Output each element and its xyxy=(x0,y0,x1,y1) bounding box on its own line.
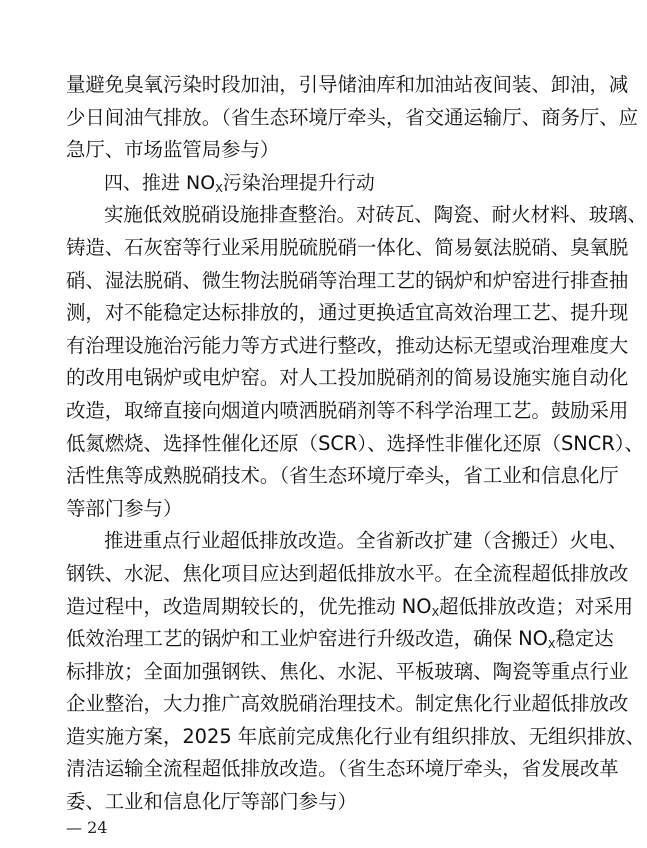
text-line: 测，对不能稳定达标排放的，通过更换适宜高效治理工艺、提升现 xyxy=(66,301,629,325)
text-line: 量避免臭氧污染时段加油，引导储油库和加油站夜间装、卸油，减 xyxy=(66,73,629,96)
text-line xyxy=(66,627,614,651)
text-line: 标排放；全面加强钢铁、焦化、水泥、平板玻璃、陶瓷等重点行业 xyxy=(66,659,629,683)
text-segment: 低效治理工艺的锅炉和工业炉窑进行升级改造，确保 NO xyxy=(66,627,548,650)
page-number: — 24 xyxy=(66,818,108,837)
heading-prefix: 四、推进 NO xyxy=(104,171,216,194)
heading-subscript: X xyxy=(215,181,223,195)
text-segment: 超低排放改造；对采用 xyxy=(439,594,634,618)
section-heading xyxy=(104,171,375,195)
text-line: 少日间油气排放。（省生态环境厅牵头，省交通运输厅、商务厅、应 xyxy=(66,105,639,129)
text-line: 钢铁、水泥、焦化项目应达到超低排放水平。在全流程超低排放改 xyxy=(66,561,629,585)
text-segment: 稳定达 xyxy=(555,627,614,650)
paragraph-first-line: 推进重点行业超低排放改造。全省新改扩建（含搬迁）火电、 xyxy=(104,529,628,553)
text-line: 企业整治，大力推广高效脱硝治理技术。制定焦化行业超低排放改 xyxy=(66,692,629,716)
text-line: 急厅、市场监管局参与） xyxy=(66,138,280,162)
subscript: X xyxy=(431,605,440,619)
text-line: 铸造、石灰窑等行业采用脱硫脱硝一体化、简易氨法脱硝、臭氧脱 xyxy=(66,236,629,259)
text-line: 造实施方案，2025 年底前完成焦化行业有组织排放、无组织排放、 xyxy=(66,724,646,748)
text-line: 等部门参与） xyxy=(66,496,183,520)
text-line: 委、工业和信息化厅等部门参与） xyxy=(66,790,357,813)
text-line: 活性焦等成熟脱硝技术。（省生态环境厅牵头，省工业和信息化厅 xyxy=(66,464,619,488)
text-line: 硝、湿法脱硝、微生物法脱硝等治理工艺的锅炉和炉窑进行排查抽 xyxy=(66,268,629,292)
subscript: X xyxy=(547,638,556,651)
text-line: 的改用电锅炉或电炉窑。对人工投加脱硝剂的简易设施实施自动化 xyxy=(66,366,629,390)
text-line: 改造，取缔直接向烟道内喷洒脱硝剂等不科学治理工艺。鼓励采用 xyxy=(66,398,629,422)
text-line: 有治理设施治污能力等方式进行整改，推动达标无望或治理难度大 xyxy=(66,333,629,357)
text-line: 清洁运输全流程超低排放改造。（省生态环境厅牵头，省发展改革 xyxy=(66,757,619,781)
text-line: 低氮燃烧、选择性催化还原（SCR）、选择性非催化还原（SNCR）、 xyxy=(66,431,644,455)
paragraph-first-line: 实施低效脱硝设施排查整治。对砖瓦、陶瓷、耐火材料、玻璃、 xyxy=(104,203,647,227)
text-line xyxy=(66,595,633,619)
text-segment: 造过程中，改造周期较长的，优先推动 NO xyxy=(66,594,432,618)
heading-suffix: 污染治理提升行动 xyxy=(222,171,375,194)
